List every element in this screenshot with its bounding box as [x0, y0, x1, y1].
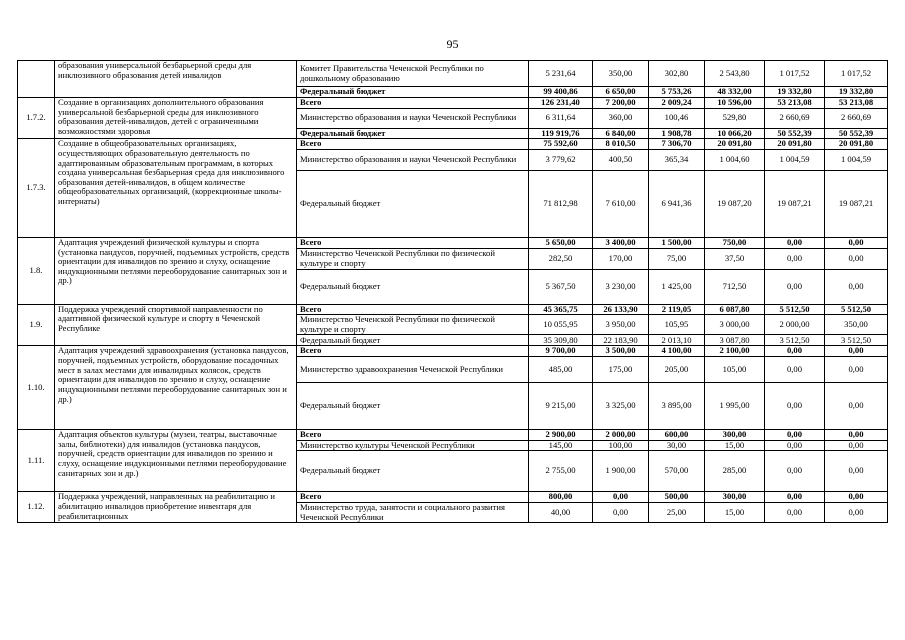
item-description: Адаптация учреждений здравоохранения (установка пандусов, поручней, подъемных устройств, оборудование посадочных мест в залах местами для инвалидных колясок, средств ориентации для инвалидов по зрению и слуху, оснащение индукционными петлями переоборудование санитарных зон и др.): [55, 346, 297, 430]
year-value: 3 087,80: [705, 335, 765, 346]
year-value: 1 425,00: [649, 269, 705, 304]
funding-source: Федеральный бюджет: [297, 269, 529, 304]
year-value: 3 325,00: [593, 383, 649, 430]
year-value: 7 200,00: [593, 98, 649, 109]
year-value: 0,00: [593, 492, 649, 503]
table-row: [18, 237, 888, 248]
funding-source: Федеральный бюджет: [297, 170, 529, 237]
item-description: образования универсальной безбарьерной среды для инклюзивного образования детей инвалидов: [55, 61, 297, 98]
year-value: 0,00: [825, 237, 888, 248]
year-value: 0,00: [765, 440, 825, 451]
year-value: 1 017,52: [765, 61, 825, 87]
item-number: 1.10.: [18, 346, 55, 430]
year-value: 0,00: [765, 451, 825, 492]
year-value: 0,00: [825, 357, 888, 383]
year-value: 10 066,20: [705, 128, 765, 139]
year-value: 0,00: [825, 346, 888, 357]
year-value: 5 753,26: [649, 87, 705, 98]
total-value: 485,00: [529, 357, 593, 383]
funding-source: Федеральный бюджет: [297, 335, 529, 346]
item-number: 1.7.2.: [18, 98, 55, 139]
year-value: 6 941,36: [649, 170, 705, 237]
item-description: Адаптация объектов культуры (музеи, театры, выставочные залы, библиотеки) для инвалидов (установка пандусов, поручней, средств ориентации для инвалидов по зрению и слуху, оснащение индукционными петлями переоборудование санитарных зон и др.): [55, 430, 297, 492]
year-value: 0,00: [593, 502, 649, 522]
year-value: 400,50: [593, 149, 649, 170]
year-value: 15,00: [705, 502, 765, 522]
item-number: [18, 61, 55, 98]
funding-source: Министерство образования и науки Чеченской Республики: [297, 149, 529, 170]
item-number: 1.7.3.: [18, 139, 55, 238]
item-description: Поддержка учреждений, направленных на реабилитацию и абилитацию инвалидов приобретение инвентаря для реабилитационных: [55, 492, 297, 523]
table-row: [18, 430, 888, 441]
year-value: 19 087,21: [825, 170, 888, 237]
year-value: 3 000,00: [705, 315, 765, 335]
year-value: 19 332,80: [825, 87, 888, 98]
year-value: 20 091,80: [705, 139, 765, 150]
year-value: 1 004,59: [825, 149, 888, 170]
year-value: 105,00: [705, 357, 765, 383]
year-value: 105,95: [649, 315, 705, 335]
year-value: 0,00: [765, 346, 825, 357]
year-value: 0,00: [765, 430, 825, 441]
year-value: 5 512,50: [825, 304, 888, 315]
year-value: 3 512,50: [825, 335, 888, 346]
year-value: 6 087,80: [705, 304, 765, 315]
year-value: 19 087,20: [705, 170, 765, 237]
year-value: 3 400,00: [593, 237, 649, 248]
year-value: 170,00: [593, 248, 649, 269]
total-value: 800,00: [529, 492, 593, 503]
year-value: 365,34: [649, 149, 705, 170]
total-value: 75 592,60: [529, 139, 593, 150]
funding-source: Всего: [297, 430, 529, 441]
year-value: 0,00: [825, 502, 888, 522]
total-value: 40,00: [529, 502, 593, 522]
total-value: 45 365,75: [529, 304, 593, 315]
funding-source: Всего: [297, 304, 529, 315]
year-value: 600,00: [649, 430, 705, 441]
total-value: 5 231,64: [529, 61, 593, 87]
year-value: 19 087,21: [765, 170, 825, 237]
year-value: 300,00: [705, 430, 765, 441]
year-value: 0,00: [765, 248, 825, 269]
item-number: 1.8.: [18, 237, 55, 304]
year-value: 0,00: [765, 357, 825, 383]
year-value: 2 000,00: [593, 430, 649, 441]
year-value: 0,00: [825, 492, 888, 503]
year-value: 48 332,00: [705, 87, 765, 98]
table-row: [18, 304, 888, 315]
funding-source: Всего: [297, 492, 529, 503]
year-value: 529,80: [705, 108, 765, 128]
year-value: 5 512,50: [765, 304, 825, 315]
year-value: 37,50: [705, 248, 765, 269]
year-value: 3 230,00: [593, 269, 649, 304]
year-value: 2 660,69: [825, 108, 888, 128]
year-value: 25,00: [649, 502, 705, 522]
item-number: 1.9.: [18, 304, 55, 346]
year-value: 0,00: [765, 383, 825, 430]
year-value: 2 013,10: [649, 335, 705, 346]
total-value: 71 812,98: [529, 170, 593, 237]
funding-source: Комитет Правительства Чеченской Республики по дошкольному образованию: [297, 61, 529, 87]
total-value: 5 367,50: [529, 269, 593, 304]
item-description: Адаптация учреждений физической культуры и спорта (установка пандусов, поручней, подъемных устройств, средств ориентации для инвалидов по зрению и слуху, оснащение индукционными петлями переоборудование санитарных зон и др.): [55, 237, 297, 304]
total-value: 3 779,62: [529, 149, 593, 170]
year-value: 1 017,52: [825, 61, 888, 87]
year-value: 15,00: [705, 440, 765, 451]
year-value: 0,00: [765, 492, 825, 503]
year-value: 1 500,00: [649, 237, 705, 248]
funding-source: Федеральный бюджет: [297, 87, 529, 98]
year-value: 22 183,90: [593, 335, 649, 346]
year-value: 2 660,69: [765, 108, 825, 128]
year-value: 205,00: [649, 357, 705, 383]
year-value: 300,00: [705, 492, 765, 503]
year-value: 3 895,00: [649, 383, 705, 430]
page-number: 95: [446, 37, 459, 51]
year-value: 0,00: [765, 237, 825, 248]
funding-source: Федеральный бюджет: [297, 128, 529, 139]
table-row: [18, 139, 888, 150]
funding-source: Федеральный бюджет: [297, 451, 529, 492]
year-value: 0,00: [765, 502, 825, 522]
total-value: 126 231,40: [529, 98, 593, 109]
year-value: 0,00: [825, 248, 888, 269]
funding-source: Министерство образования и науки Чеченской Республики: [297, 108, 529, 128]
year-value: 1 004,60: [705, 149, 765, 170]
item-number: 1.11.: [18, 430, 55, 492]
year-value: 1 908,78: [649, 128, 705, 139]
item-number: 1.12.: [18, 492, 55, 523]
year-value: 302,80: [649, 61, 705, 87]
year-value: 20 091,80: [825, 139, 888, 150]
year-value: 100,46: [649, 108, 705, 128]
year-value: 0,00: [825, 430, 888, 441]
year-value: 360,00: [593, 108, 649, 128]
funding-source: Всего: [297, 139, 529, 150]
year-value: 3 500,00: [593, 346, 649, 357]
year-value: 175,00: [593, 357, 649, 383]
year-value: 1 004,59: [765, 149, 825, 170]
budget-table: [17, 60, 888, 523]
table-row: [18, 98, 888, 109]
year-value: 30,00: [649, 440, 705, 451]
table-row: [18, 61, 888, 87]
year-value: 19 332,80: [765, 87, 825, 98]
year-value: 350,00: [825, 315, 888, 335]
year-value: 0,00: [825, 451, 888, 492]
item-description: Поддержка учреждений спортивной направленности по адаптивной физической культуре и спорту в Чеченской Республике: [55, 304, 297, 346]
funding-source: Министерство Чеченской Республики по физической культуре и спорту: [297, 315, 529, 335]
total-value: 9 700,00: [529, 346, 593, 357]
total-value: 2 900,00: [529, 430, 593, 441]
funding-source: Министерство Чеченской Республики по физической культуре и спорту: [297, 248, 529, 269]
year-value: 53 213,08: [765, 98, 825, 109]
funding-source: Всего: [297, 346, 529, 357]
year-value: 7 306,70: [649, 139, 705, 150]
total-value: 35 309,80: [529, 335, 593, 346]
year-value: 100,00: [593, 440, 649, 451]
year-value: 8 010,50: [593, 139, 649, 150]
year-value: 26 133,90: [593, 304, 649, 315]
year-value: 50 552,39: [825, 128, 888, 139]
total-value: 282,50: [529, 248, 593, 269]
year-value: 4 100,00: [649, 346, 705, 357]
year-value: 570,00: [649, 451, 705, 492]
year-value: 1 995,00: [705, 383, 765, 430]
year-value: 3 512,50: [765, 335, 825, 346]
funding-source: Министерство здравоохранения Чеченской Республики: [297, 357, 529, 383]
year-value: 7 610,00: [593, 170, 649, 237]
total-value: 145,00: [529, 440, 593, 451]
total-value: 99 400,86: [529, 87, 593, 98]
total-value: 2 755,00: [529, 451, 593, 492]
total-value: 6 311,64: [529, 108, 593, 128]
item-description: Создание в организациях дополнительного образования универсальной безбарьерной среды для инклюзивного образования детей-инвалидов, детей с ограниченными возможностями здоровья: [55, 98, 297, 139]
year-value: 3 950,00: [593, 315, 649, 335]
year-value: 712,50: [705, 269, 765, 304]
year-value: 75,00: [649, 248, 705, 269]
year-value: 6 650,00: [593, 87, 649, 98]
year-value: 0,00: [825, 269, 888, 304]
year-value: 2 119,05: [649, 304, 705, 315]
year-value: 0,00: [825, 440, 888, 451]
item-description: Создание в общеобразовательных организациях, осуществляющих образовательную деятельность по адаптированным образовательным программам, в которых создана универсальная безбарьерная среда для инклюзивного образования детей-инвалидов, в общем количестве общеобразовательных организаций, (коррекционные школы-интернаты): [55, 139, 297, 238]
year-value: 20 091,80: [765, 139, 825, 150]
total-value: 5 650,00: [529, 237, 593, 248]
year-value: 1 900,00: [593, 451, 649, 492]
table-row: [18, 346, 888, 357]
table-row: [18, 492, 888, 503]
funding-source: Министерство труда, занятости и социального развития Чеченской Республики: [297, 502, 529, 522]
funding-source: Всего: [297, 237, 529, 248]
year-value: 500,00: [649, 492, 705, 503]
year-value: 10 596,00: [705, 98, 765, 109]
year-value: 0,00: [825, 383, 888, 430]
total-value: 9 215,00: [529, 383, 593, 430]
year-value: 50 552,39: [765, 128, 825, 139]
year-value: 6 840,00: [593, 128, 649, 139]
year-value: 53 213,08: [825, 98, 888, 109]
funding-source: Министерство культуры Чеченской Республики: [297, 440, 529, 451]
year-value: 750,00: [705, 237, 765, 248]
total-value: 119 919,76: [529, 128, 593, 139]
year-value: 2 009,24: [649, 98, 705, 109]
year-value: 2 543,80: [705, 61, 765, 87]
funding-source: Всего: [297, 98, 529, 109]
total-value: 10 055,95: [529, 315, 593, 335]
year-value: 2 100,00: [705, 346, 765, 357]
year-value: 2 000,00: [765, 315, 825, 335]
funding-source: Федеральный бюджет: [297, 383, 529, 430]
year-value: 350,00: [593, 61, 649, 87]
year-value: 0,00: [765, 269, 825, 304]
year-value: 285,00: [705, 451, 765, 492]
